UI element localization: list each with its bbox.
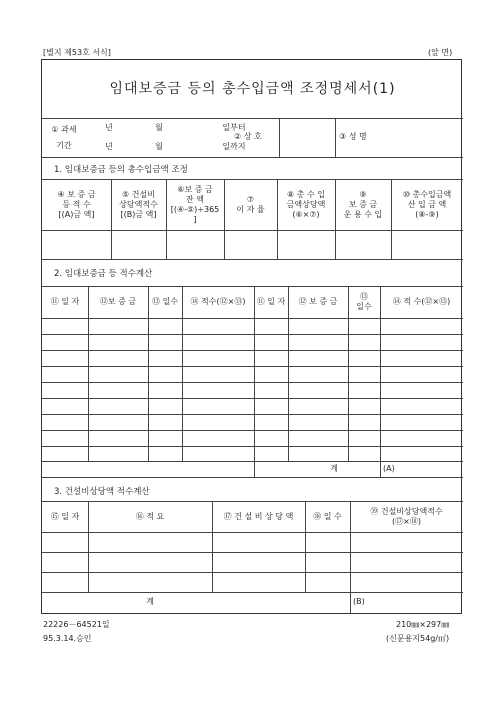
section1-title: 1. 임대보증금 등의 총수입금액 조정: [54, 165, 188, 175]
s3-col-construction-sum: ⑲ 건설비상당액적수 (⑰×⑱): [370, 506, 443, 526]
col-gross-income-equivalent: ⑧ 총 수 입 금액상당액 (⑥×⑦): [286, 190, 326, 219]
col-income-inclusion: ⑩ 총수입금액 산 입 금 액 (⑧-⑨): [402, 190, 452, 219]
col-deposit-income: ⑨ 보 증 금 운 용 수 입: [343, 190, 383, 219]
s2-col-days-1: ⑬ 일수: [152, 297, 178, 306]
to-day: 일까지: [222, 142, 246, 151]
s2-col-deposit-2: ⑫ 보 증 금: [298, 297, 338, 306]
section3-title: 3. 건설비상당액 적수계산: [54, 487, 150, 497]
to-year: 년: [105, 142, 113, 151]
s3-col-construction-amount: ⑰ 건 설 비 상 당 액: [223, 511, 294, 521]
form-code: 22226－64521일: [43, 620, 110, 629]
s2-col-sum-1: ⑭ 적수(⑫×⑬): [190, 297, 246, 306]
to-month: 월: [155, 142, 163, 151]
s2-total-mark: (A): [383, 464, 395, 473]
from-month: 월: [155, 123, 163, 132]
owner-name-label: ③ 성 명: [339, 132, 367, 141]
s3-total-mark: (B): [353, 597, 365, 606]
paper-size: 210㎜×297㎜: [396, 620, 450, 629]
tax-period-label: ① 과세 기간: [51, 125, 77, 150]
form-number: [별지 제53호 서식]: [43, 48, 111, 57]
s2-col-sum-2: ⑭ 적 수(⑫×⑬): [392, 297, 451, 306]
from-day: 일부터: [222, 123, 246, 132]
s3-col-summary: ⑯ 적 요: [135, 511, 165, 521]
approval-date: 95.3.14.승인: [43, 634, 92, 643]
s3-col-date: ⑮ 일 자: [50, 511, 80, 521]
s2-col-days-2: ⑬ 일수: [356, 292, 372, 311]
col-interest-rate: ⑦ 이 자 율: [236, 195, 265, 214]
s3-total-label: 계: [146, 597, 154, 606]
s2-total-label: 계: [330, 464, 338, 473]
paper-type: (신문용지54g/㎡): [386, 634, 450, 643]
adjustment-form: [41, 59, 462, 614]
from-year: 년: [105, 123, 113, 132]
form-title: 임대보증금 등의 총수입금액 조정명세서(1): [109, 81, 396, 97]
section2-title: 2. 임대보증금 등 적수계산: [54, 269, 153, 279]
col-deposit-balance: ⑥보 증 금 잔 액 [(④-⑤)÷365 ]: [170, 185, 220, 224]
s2-col-date-1: ⑪ 일 자: [50, 297, 80, 306]
s3-col-days: ⑱ 일 수: [313, 511, 342, 521]
page-side-label: (앞 면): [428, 48, 453, 57]
trade-name-label: ② 상 호: [234, 132, 262, 141]
col-construction-sum: ⑤ 건설비 상당액적수 [(B)금 액]: [119, 190, 158, 219]
s2-col-deposit-1: ⑫보 증 금: [99, 297, 137, 306]
col-deposit-sum: ④ 보 증 금 등 적 수 [(A)금 액]: [57, 190, 96, 219]
s2-col-date-2: ⑪ 일 자: [256, 297, 286, 306]
